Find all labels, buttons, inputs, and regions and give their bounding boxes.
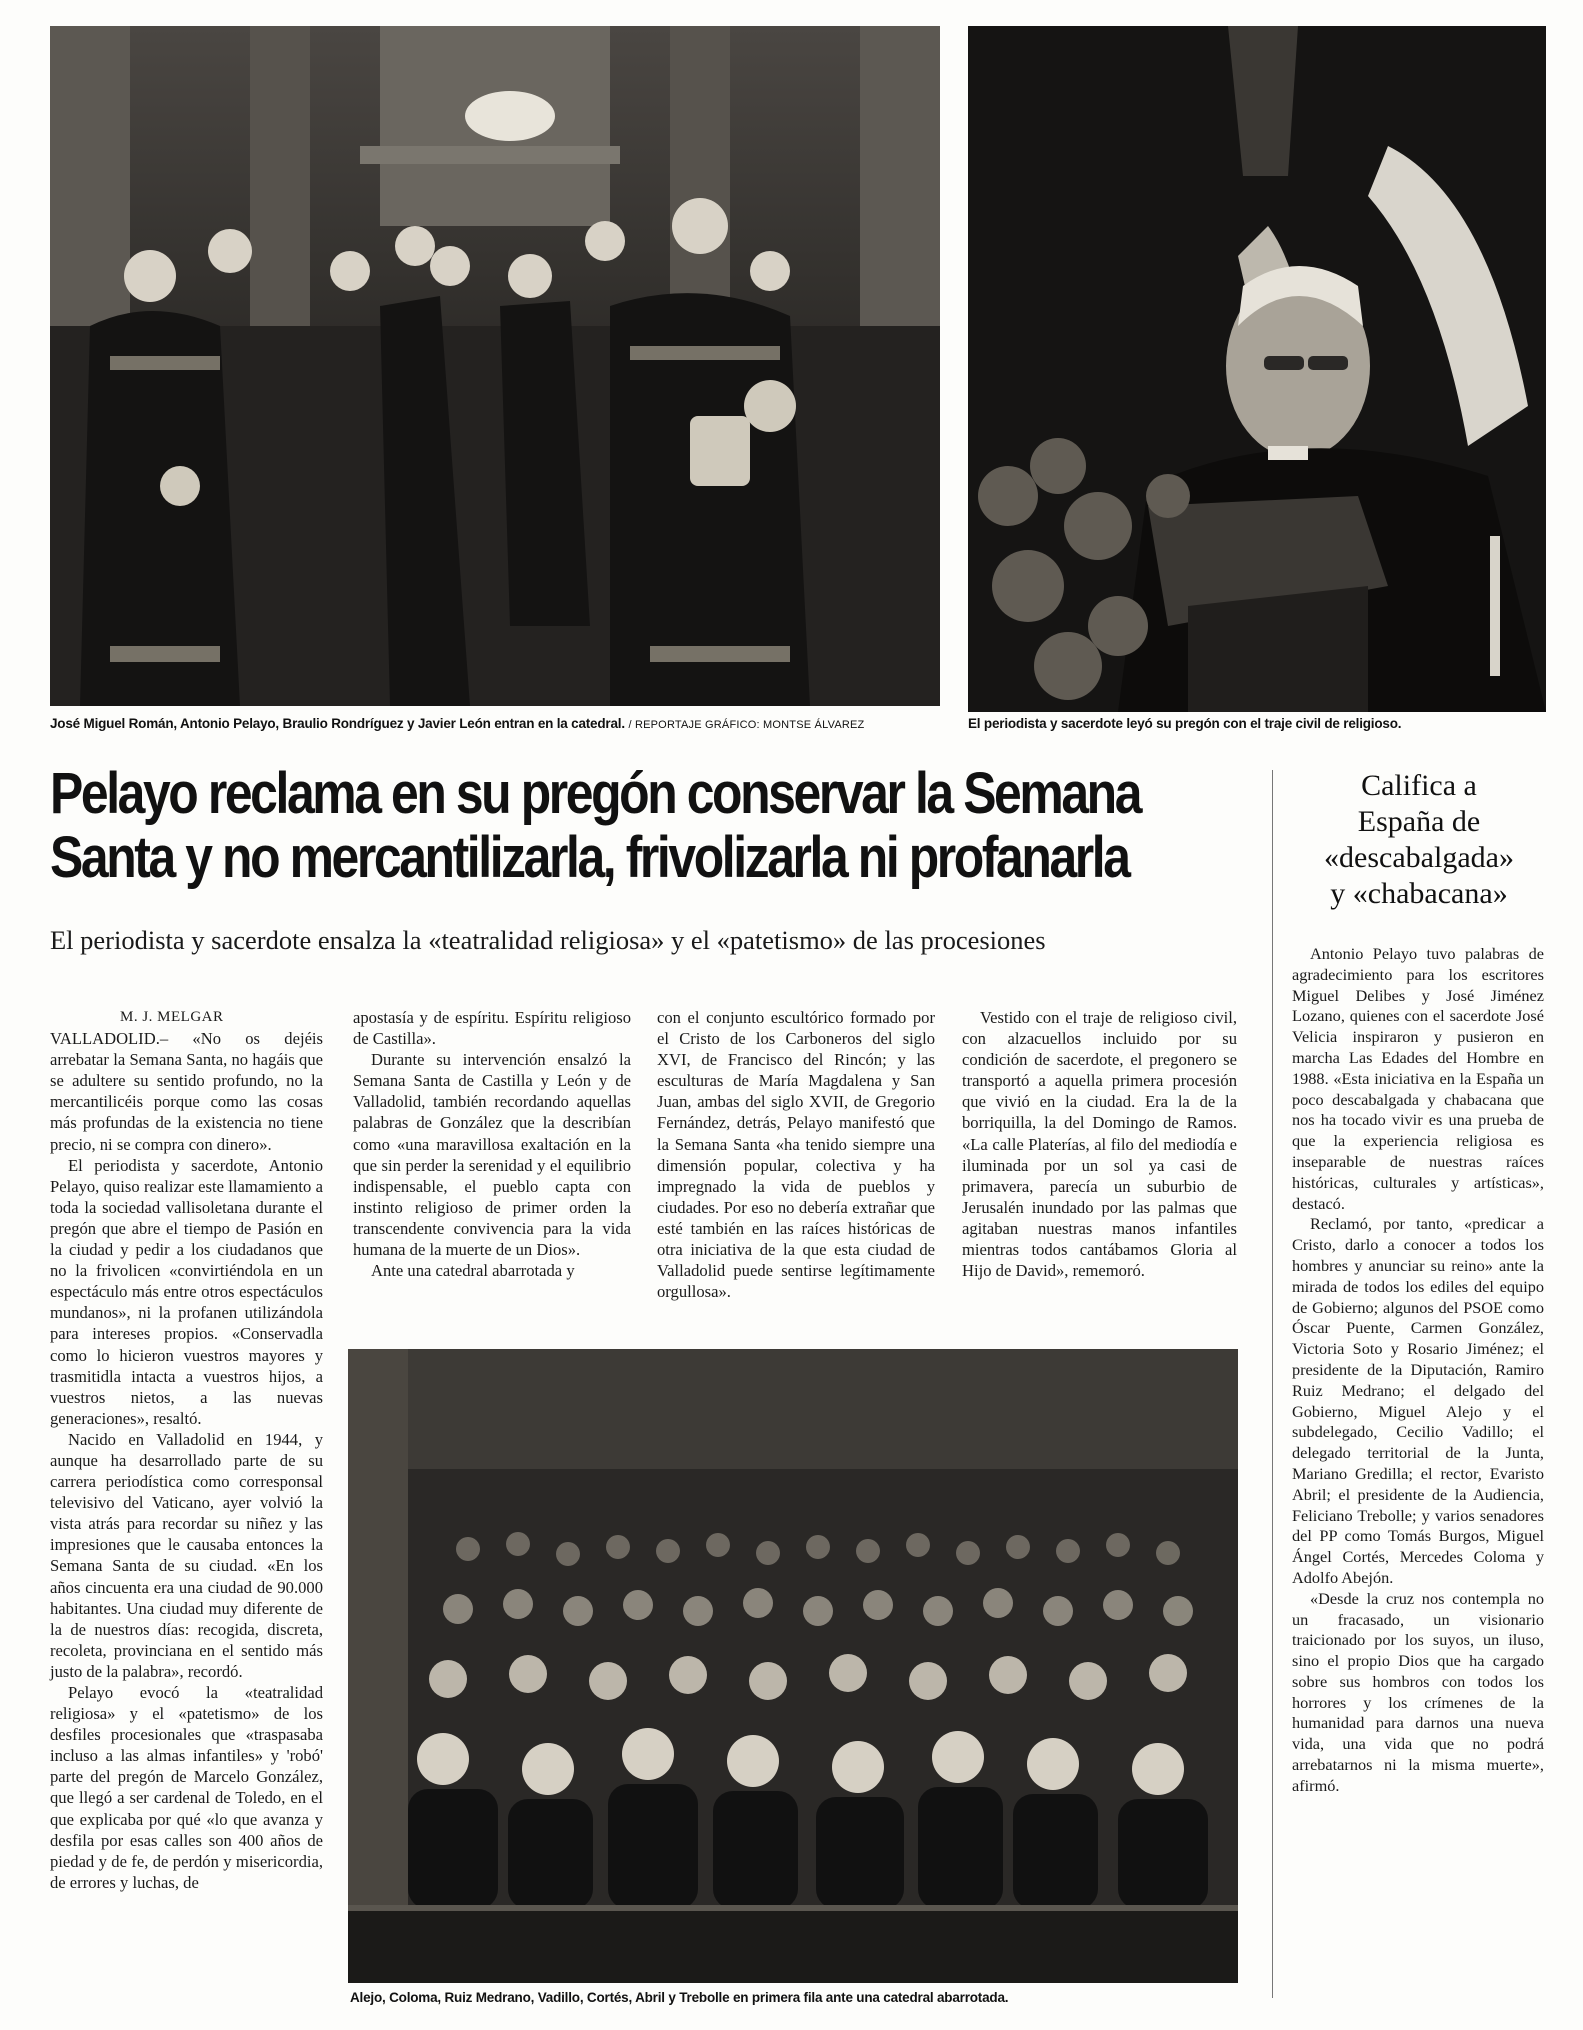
- paragraph: Antonio Pelayo tuvo palabras de agradecimiento para los escritores Miguel Delibes y José Jiménez Lozano, quienes con el sacerdote José Velicia inspiraron y pusieron en marcha Las Edades del Hombre en 1988. «Esta iniciativa en la España un poco descabalgada y chabacana que nos ha tocado vivir es una prueba de que la experiencia religiosa es inseparable de nuestras raíces históricas, culturales y artísticas», destacó.: [1292, 944, 1544, 1213]
- headline-line-2: Santa y no mercantilizarla, frivolizarla ni profanarla: [50, 825, 1129, 890]
- paragraph: VALLADOLID.– «No os dejéis arrebatar la Semana Santa, no hagáis que se adultere su sentido profundo, no la mercantilicéis porque como las cosas más profundas de la existencia no tiene precio, ni se compra con dinero».: [50, 1029, 323, 1154]
- headline-line-1: Pelayo reclama en su pregón conservar la Semana: [50, 761, 1141, 826]
- paragraph: Ante una catedral abarrotada y: [371, 1261, 575, 1281]
- audience-photo: [348, 1349, 1238, 1983]
- article-column-2: [353, 1007, 631, 1281]
- audience-photo-caption: Alejo, Coloma, Ruiz Medrano, Vadillo, Cortés, Abril y Trebolle en primera fila ante una catedral abarrotada.: [350, 1990, 1009, 2005]
- procession-photo: [50, 26, 940, 706]
- paragraph: Reclamó, por tanto, «predicar a Cristo, darlo a conocer a todos los hombres y anunciar su reino» ante la mirada de todos los ediles del equipo de Gobierno; algunos del PSOE como Óscar Puente, Carmen González, Victoria Soto y Rosario Jiménez; el presidente de la Diputación, Ramiro Ruiz Medrano; el delgado del Gobierno, Miguel Alejo y el subdelegado, Cecilio Vadillo; el delegado territorial de la Junta, Mariano Gredilla; el rector, Evaristo Abril; el presidente de la Audiencia, Feliciano Trebolle; y varios senadores del PP como Tomás Burgos, Miguel Ángel Cortés, Mercedes Coloma y Adolfo Abejón.: [1292, 1214, 1544, 1587]
- paragraph: El periodista y sacerdote, Antonio Pelayo, quiso realizar este llamamiento a toda la sociedad vallisoletana durante el pregón que abre el tiempo de Pasión en la ciudad y pedir a los ciudadanos que no la frivolicen «convirtiéndola en un espectáculo más entre otros espectáculos mundanos», ni la profanen utilizándola para intereses propios. «Conservadla como lo hicieron vuestros mayores y trasmitidla intacta a vuestros hijos, a vuestros nietos, a las nuevas generaciones», resaltó.: [50, 1155, 323, 1428]
- sidebar-title-line: Califica a: [1361, 769, 1477, 802]
- sidebar-title-line: y «chabacana»: [1330, 877, 1508, 910]
- sidebar-column: [1292, 944, 1544, 1797]
- sidebar-title-line: «descabalgada»: [1324, 841, 1514, 874]
- paragraph: «Desde la cruz nos contempla no un fracasado, un visionario traicionado por los suyos, un iluso, sino el propio Dios que ha cargado sobre sus hombros con todos los horrores y los crímenes de la humanidad para darnos una nueva vida, una vida que no podrá arrebatarnos ni la misma muerte», afirmó.: [1292, 1588, 1544, 1795]
- byline: M. J. MELGAR: [120, 1009, 224, 1025]
- sidebar-title: [1288, 768, 1550, 912]
- paragraph: Durante su intervención ensalzó la Semana Santa de Castilla y León y de Valladolid, también recordando aquellas palabras de González que la describían como «una maravillosa exaltación en la que sin perder la serenidad y el equilibrio indispensable, el pueblo capta con instinto religioso de primer orden la transcendente convivencia para la vida humana de la muerte de un Dios».: [353, 1050, 631, 1260]
- article-column-1: [50, 1007, 323, 1893]
- procession-photo-caption: [50, 716, 864, 733]
- caption-text: José Miguel Román, Antonio Pelayo, Braulio Rondríguez y Javier León entran en la catedral.: [50, 716, 625, 731]
- article-column-3: [657, 1007, 935, 1302]
- sidebar-divider: [1272, 770, 1273, 1998]
- paragraph: Pelayo evocó la «teatralidad religiosa» y el «patetismo» de los desfiles procesionales que «traspasaba incluso a las almas infantiles» y 'robó' parte del pregón de Marcelo González, que llegó a ser cardenal de Toledo, en el que explicaba por qué «lo que avanza y desfila por esas calles son 400 años de piedad y de fe, de perdón y misericordia, de errores y luchas, de: [50, 1683, 323, 1892]
- headline: [50, 761, 1141, 890]
- paragraph: Nacido en Valladolid en 1944, y aunque ha desarrollado parte de su carrera periodística como corresponsal televisivo del Vaticano, ayer volvió la vista atrás para recordar su niñez y las impresiones que le causaba entonces la Semana Santa de su ciudad. «En los años cincuenta era una ciudad de 90.000 habitantes. Una ciudad muy diferente de la de nuestros días: recogida, discreta, recoleta, provinciana en el sentido más justo de la palabra», recordó.: [50, 1429, 323, 1681]
- preacher-photo: [968, 26, 1546, 712]
- article-column-4: [962, 1007, 1237, 1281]
- sidebar-title-line: España de: [1357, 805, 1481, 838]
- preacher-photo-caption: El periodista y sacerdote leyó su pregón con el traje civil de religioso.: [968, 716, 1402, 731]
- paragraph: con el conjunto escultórico formado por el Cristo de los Carboneros del siglo XVI, de Francisco del Rincón; y las esculturas de María Magdalena y San Juan, ambas del siglo XVII, de Gregorio Fernández, detrás, Pelayo manifestó que la Semana Santa «ha tenido siempre una dimensión popular, colectiva y ha impregnado la vida de pueblos y ciudades. Por eso no debería extrañar que esté también en las raíces históricas de otra iniciativa de la que esta ciudad de Valladolid puede sentirse legítimamente orgullosa».: [657, 1008, 935, 1302]
- subheadline: El periodista y sacerdote ensalza la «teatralidad religiosa» y el «patetismo» de las procesiones: [50, 925, 1046, 955]
- paragraph: Vestido con el traje de religioso civil, con alzacuellos incluido por su condición de sacerdote, el pregonero se transportó a aquella primera procesión que vivió en la ciudad. Era la de la borriquilla, la del Domingo de Ramos. «La calle Platerías, al filo del mediodía e iluminada por un sol ya casi de primavera, parecía un suburbio de Jerusalén inundado por las palmas que agitaban nuestras manos infantiles mientras todos cantábamos Gloria al Hijo de David», rememoró.: [962, 1008, 1237, 1281]
- paragraph: apostasía y de espíritu. Espíritu religioso de Castilla».: [353, 1008, 631, 1049]
- photo-credit: / REPORTAJE GRÁFICO: MONTSE ÁLVAREZ: [628, 719, 865, 731]
